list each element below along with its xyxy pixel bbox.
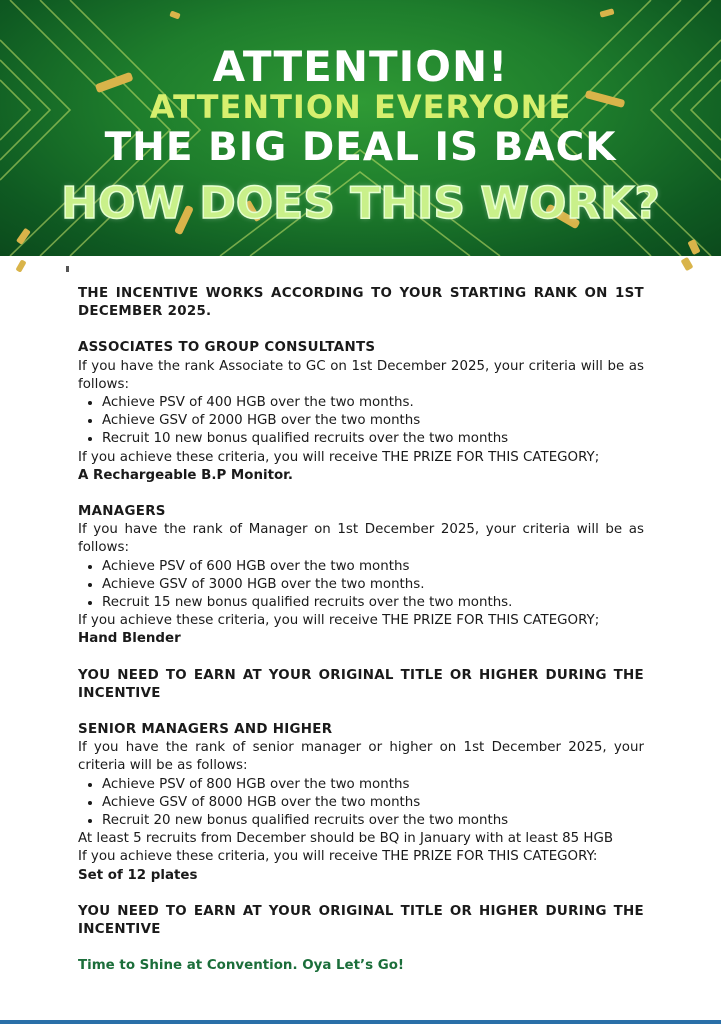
section-title-managers: MANAGERS (78, 504, 166, 520)
section-title-associates: ASSOCIATES TO GROUP CONSULTANTS (78, 340, 376, 356)
criteria-list-senior-managers (78, 776, 644, 831)
section-description-managers: If you have the rank of Manager on 1st December 2025, your criteria will be as follows: (78, 522, 644, 556)
document-body (78, 285, 644, 976)
criteria-item: • Achieve GSV of 2000 HGB over the two months (102, 412, 644, 430)
prize-senior-managers: Set of 12 plates (78, 867, 198, 883)
banner-line-attention: ATTENTION! (212, 42, 509, 91)
prize-associates: A Rechargeable B.P Monitor. (78, 467, 293, 483)
notice-original-title-repeat: YOU NEED TO EARN AT YOUR ORIGINAL TITLE OR HIGHER DURING THE INCENTIVE (78, 903, 644, 938)
footer-bar (0, 1020, 721, 1024)
section-title-senior-managers: SENIOR MANAGERS AND HIGHER (78, 722, 333, 738)
section-description-associates: If you have the rank Associate to GC on 1st December 2025, your criteria will be as follows: (78, 358, 644, 392)
bq-note: At least 5 recruits from December should be BQ in January with at least 85 HGB (78, 831, 614, 847)
prize-managers: Hand Blender (78, 631, 181, 647)
criteria-item: • Achieve PSV of 400 HGB over the two months. (102, 394, 644, 412)
banner-line-big-deal: THE BIG DEAL IS BACK (104, 125, 617, 170)
prize-line-senior-managers: If you achieve these criteria, you will receive THE PRIZE FOR THIS CATEGORY: (78, 849, 598, 865)
section-description-senior-managers: If you have the rank of senior manager or higher on 1st December 2025, your criteria will be as follows: (78, 740, 644, 774)
criteria-list-managers (78, 558, 644, 613)
banner-line-how-does-this-work: HOW DOES THIS WORK? (61, 178, 660, 229)
criteria-item: • Achieve PSV of 800 HGB over the two months (102, 776, 644, 794)
criteria-item: • Recruit 15 new bonus qualified recruits over the two months. (102, 594, 644, 612)
closing-line: Time to Shine at Convention. Oya Let’s Go! (78, 958, 405, 974)
criteria-item: • Recruit 10 new bonus qualified recruits over the two months (102, 430, 644, 448)
criteria-item: • Achieve GSV of 8000 HGB over the two months (102, 794, 644, 812)
criteria-item: • Recruit 20 new bonus qualified recruits over the two months (102, 812, 644, 830)
prize-line-managers: If you achieve these criteria, you will receive THE PRIZE FOR THIS CATEGORY; (78, 613, 600, 629)
banner-line-attention-everyone: ATTENTION EVERYONE (149, 88, 572, 126)
intro-text: THE INCENTIVE WORKS ACCORDING TO YOUR STARTING RANK ON 1ST DECEMBER 2025. (78, 286, 644, 320)
notice-original-title: YOU NEED TO EARN AT YOUR ORIGINAL TITLE OR HIGHER DURING THE INCENTIVE (78, 667, 644, 701)
criteria-list-associates (78, 394, 644, 449)
header-banner (0, 0, 721, 256)
criteria-item: • Achieve PSV of 600 HGB over the two months (102, 558, 644, 576)
criteria-item: • Achieve GSV of 3000 HGB over the two months. (102, 576, 644, 594)
confetti-decoration (0, 256, 721, 276)
prize-line-associates: If you achieve these criteria, you will receive THE PRIZE FOR THIS CATEGORY; (78, 449, 600, 465)
